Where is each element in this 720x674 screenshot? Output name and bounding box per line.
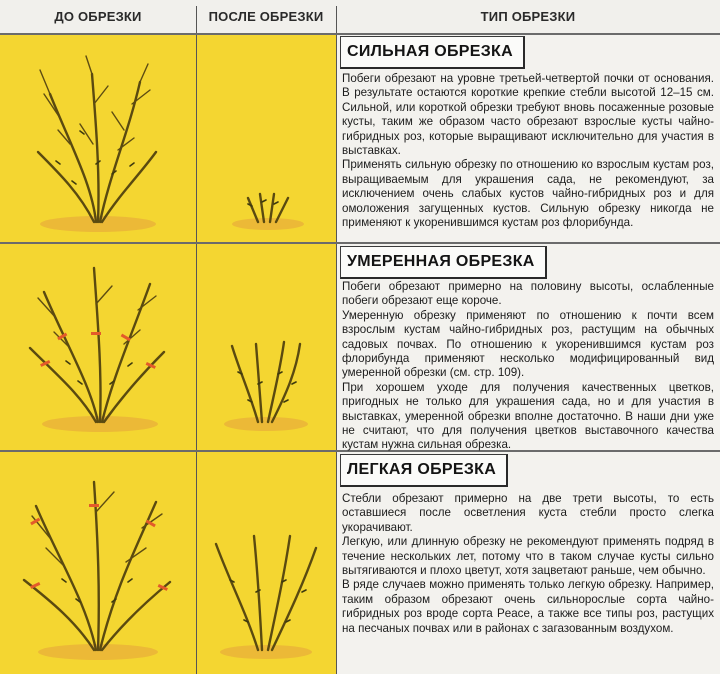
paragraph: В ряде случаев можно применять только легкую обрезку. Например, таким образом обрезают очень сильнорослые сорта чайно-гибридных роз вроде сорта Peace, а также все типы роз, растущих на песчаных почвах или в районах с загазованным воздухом. [342,578,714,635]
paragraph: Умеренную обрезку применяют по отношению к почти всем взрослым кустам чайно-гибридных роз, растущим на обычных садовых почвах. По отношению к укоренившимся кустам роз флорибунда применяют несколько модифицированный вид умеренной обрезки (см. стр. 109). [342,308,714,380]
column-divider [336,6,337,674]
paragraph: Стебли обрезают примерно на две трети высоты, то есть оставшиеся после осветления куста стебли просто слегка укорачивают. [342,492,714,534]
section-text-light-pruning [342,492,714,636]
bush-before-light-pruning-illustration [0,452,196,674]
paragraph: Побеги обрезают на уровне третьей-четвертой почки от основания. В результате остаются короткие крепкие стебли высотой 12–15 см. Сильной, или короткой обрезки требуют вновь посаженные розовые кусты, таким же образом часто обрезают взрослые кусты чайно-гибридных роз, которые выращивают исключительно для участия в выставках. [342,72,714,158]
table-header [0,0,720,34]
header-pruning-type: ТИП ОБРЕЗКИ [480,9,576,24]
section-title-strong-pruning: СИЛЬНАЯ ОБРЕЗКА [340,36,525,69]
bush-after-strong-pruning-illustration [196,34,336,242]
paragraph: Побеги обрезают примерно на половину высоты, ослабленные побеги обрезают еще короче. [342,280,714,308]
header-after-pruning: ПОСЛЕ ОБРЕЗКИ [208,9,324,24]
section-title-light-pruning: ЛЕГКАЯ ОБРЕЗКА [340,454,508,487]
section-text-strong-pruning [342,72,714,230]
paragraph: Легкую, или длинную обрезку не рекомендуют применять подряд в течение нескольких лет, потому что в таком случае кусты сильно вытягиваются и плохо цветут, хотя зацветают раньше, чем обычно. [342,535,714,578]
header-before-pruning: ДО ОБРЕЗКИ [54,9,142,24]
bush-after-light-pruning-illustration [196,452,336,674]
bush-after-moderate-pruning-illustration [196,244,336,450]
bush-before-strong-pruning-illustration [0,34,196,242]
bush-before-moderate-pruning-illustration [0,244,196,450]
section-text-moderate-pruning [342,280,714,453]
paragraph: При хорошем уходе для получения качественных цветков, пригодных не только для украшения сада, но и для участия в выставках, умеренной обрезки вполне достаточно. В наши дни уже не считают, что для получения цветков выставочного качества кустам нужна сильная обрезка. [342,380,714,452]
paragraph: Применять сильную обрезку по отношению ко взрослым кустам роз, выращиваемым для украшения сада, не рекомендуют, за исключением очень слабых кустов чайно-гибридных роз и для омоложения загущенных кустов. Сильную обрезку никогда не применяют к укоренившимся кустам роз флорибунда. [342,158,714,230]
section-title-moderate-pruning: УМЕРЕННАЯ ОБРЕЗКА [340,246,547,279]
